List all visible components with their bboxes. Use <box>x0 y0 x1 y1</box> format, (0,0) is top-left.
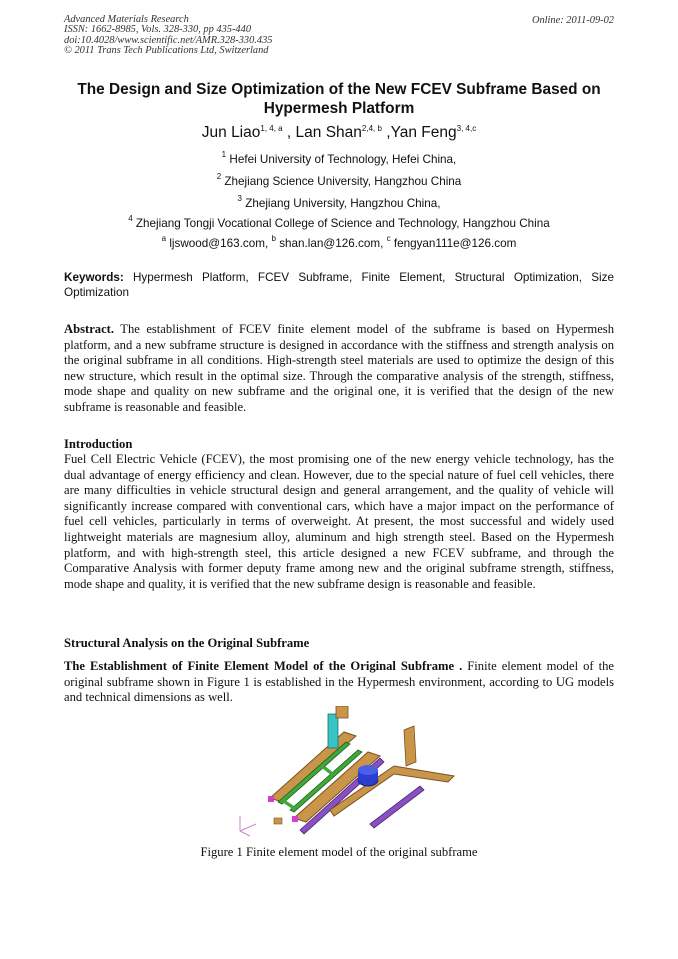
affiliation-sup: 4 <box>128 214 133 223</box>
section-paragraph <box>64 659 614 706</box>
author-sep: , <box>282 124 296 141</box>
author-name: Jun Liao <box>201 124 261 141</box>
abstract-block <box>64 322 614 416</box>
keywords-block <box>64 270 614 300</box>
keywords-text: Hypermesh Platform, FCEV Subframe, Finite Element, Structural Optimization, Size Optimization <box>64 271 614 299</box>
email-address[interactable]: shan.lan@126.com, <box>279 237 384 250</box>
figure-1 <box>234 706 464 840</box>
issn-line: ISSN: 1662-8985, Vols. 328-330, pp 435-440 <box>64 24 252 36</box>
affiliation-text: Zhejiang Science University, Hangzhou China <box>224 175 462 188</box>
email-sup: c <box>386 234 391 243</box>
affiliation-4 <box>0 214 678 230</box>
introduction-text: Fuel Cell Electric Vehicle (FCEV), the most promising one of the new energy vehicle technology, has the dual advantage of energy efficiency and clean. However, due to the special nature of fuel cell vehicles, there are many difficulties in vehicle structural design and general arrangement, and the quality of vehicle will significantly increase compared with conventional cars, which have a major impact on the performance of fuel cell vehicles, particularly in terms of overweight. At present, the most successful and widely used lightweight materials are magnesium alloy, aluminum and high strength steel. Based on the Hypermesh platform, and with high-strength steel, this article designed a new FCEV subframe, and through the Comparative Analysis with former deputy frame among new and the original subframe strength, stiffness, mode shape and quality, it is verified that the new subframe design is reasonable and feasible. <box>64 452 614 591</box>
online-date: Online: 2011-09-02 <box>531 15 614 26</box>
email-sup: a <box>161 234 167 243</box>
email-address[interactable]: fengyan111e@126.com <box>393 237 517 250</box>
introduction-heading: Introduction <box>64 437 133 451</box>
affiliation-2 <box>0 172 678 188</box>
paper-title: The Design and Size Optimization of the New FCEV Subframe Based on Hypermesh Platform <box>77 81 601 117</box>
affiliation-text: Zhejiang University, Hangzhou China, <box>245 197 441 210</box>
author-name: Lan Shan <box>295 124 362 141</box>
copyright-line: © 2011 Trans Tech Publications Ltd, Switzerland <box>64 45 269 57</box>
keywords-label: Keywords: <box>64 271 124 284</box>
abstract-label: Abstract. <box>64 322 115 336</box>
email-address[interactable]: ljswood@163.com, <box>169 237 269 250</box>
affiliation-sup: 3 <box>237 194 242 203</box>
email-sup: b <box>271 234 276 243</box>
affiliation-sup: 1 <box>221 150 227 159</box>
section-heading: Structural Analysis on the Original Subframe <box>64 636 310 650</box>
email-list <box>0 234 678 250</box>
affiliation-text: Zhejiang Tongji Vocational College of Science and Technology, Hangzhou China <box>135 217 550 230</box>
author-name: Yan Feng <box>390 124 457 141</box>
journal-meta <box>64 15 272 57</box>
author-list <box>0 124 678 142</box>
author-sup: 2,4, b <box>361 124 382 133</box>
subsection-lead: The Establishment of Finite Element Model of the Original Subframe . <box>64 659 463 673</box>
affiliation-1 <box>0 150 678 166</box>
abstract-text: The establishment of FCEV finite element model of the subframe is based on Hypermesh platform, and a new subframe structure is designed in accordance with the stiffness and strength analysis on the original subframe in all conditions. High-strength steel materials are used to optimize the design of this new structure, which result in the optimal size. Through the comparative analysis of the strength, stiffness, mode shape and quality on new subframe and the original one, it is verified that the design of the new subframe is reasonable and feasible. <box>64 322 615 414</box>
affiliation-3 <box>0 194 678 210</box>
author-sup: 1, 4, a <box>260 124 283 133</box>
subsection-text: Finite element model of the original subframe shown in Figure 1 is established in the Hypermesh environment, according to UG models and technical dimensions as well. <box>64 659 614 705</box>
affiliation-sup: 2 <box>216 172 222 181</box>
subframe-model-image <box>234 706 464 840</box>
axis-triad <box>240 816 256 836</box>
affiliation-text: Hefei University of Technology, Hefei China, <box>229 153 457 166</box>
doi-line: doi:10.4028/www.scientific.net/AMR.328-330.435 <box>64 34 273 46</box>
author-sup: 3, 4,c <box>456 124 477 133</box>
figure-caption: Figure 1 Finite element model of the original subframe <box>200 845 478 859</box>
journal-name: Advanced Materials Research <box>64 14 189 25</box>
author-sep: , <box>381 124 391 141</box>
